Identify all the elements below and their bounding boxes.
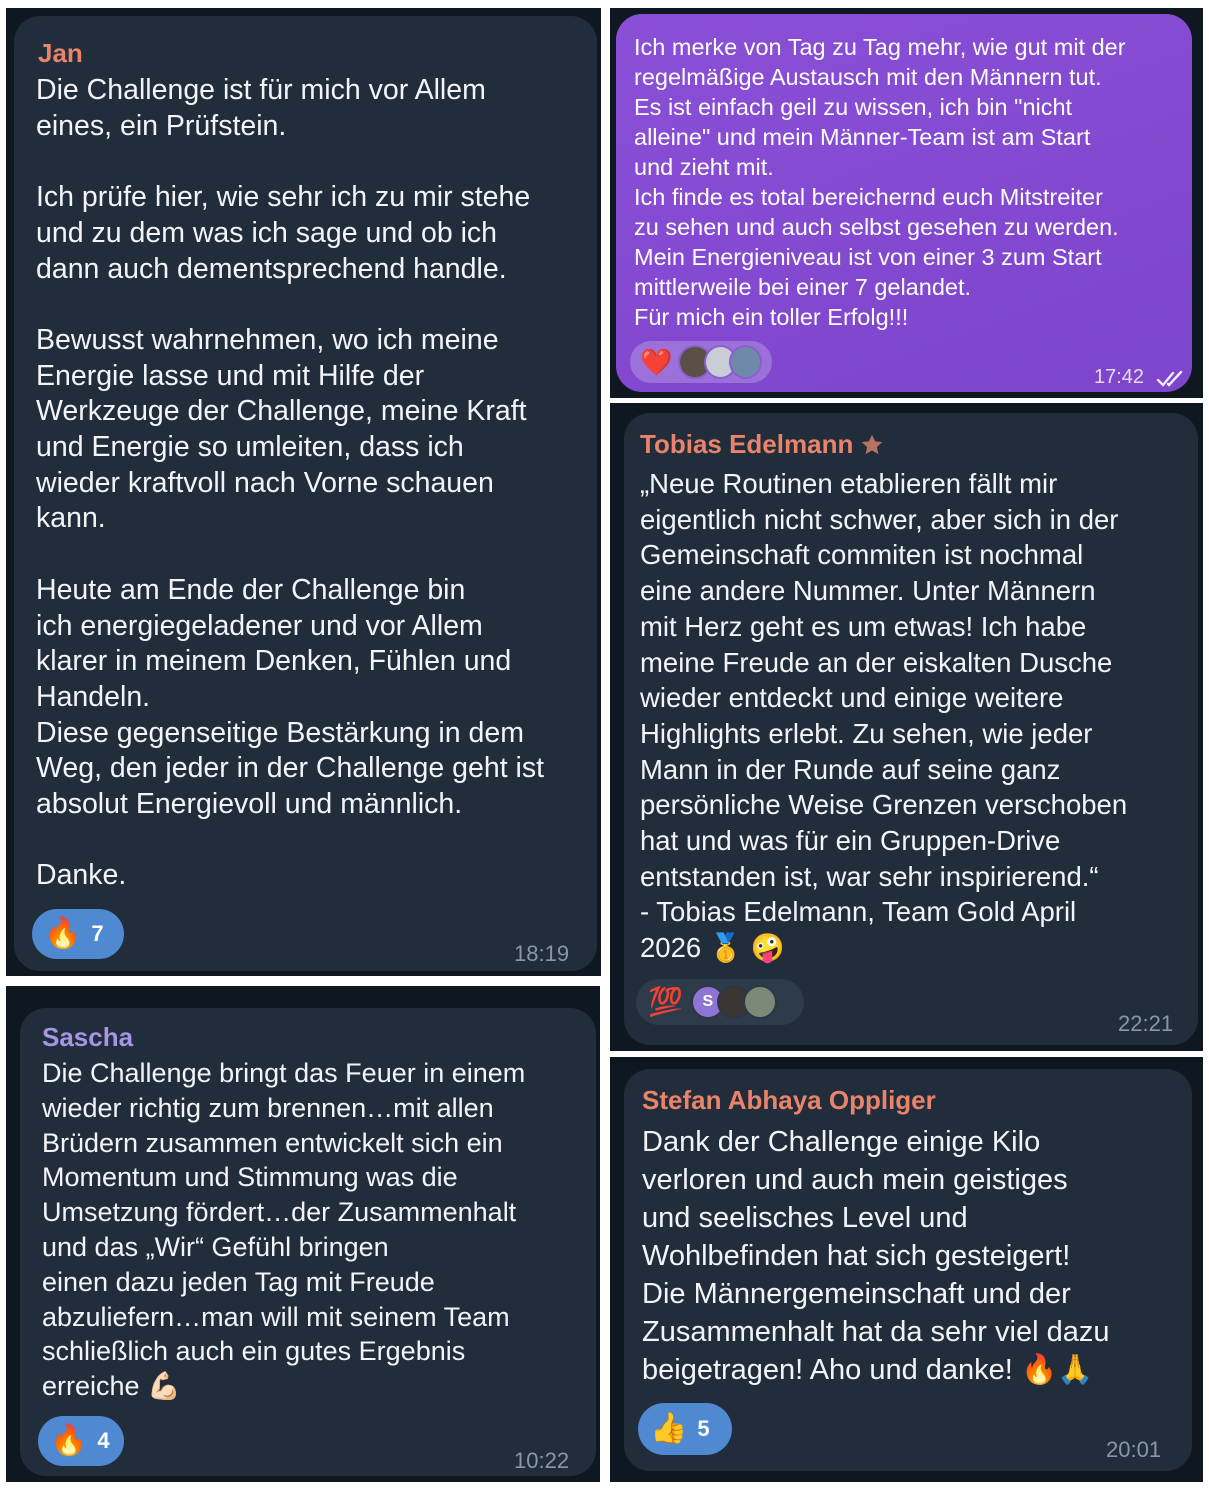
emoji-medal-face: 🥇 🤪 xyxy=(708,932,785,964)
sender-name[interactable]: Tobias Edelmann xyxy=(640,429,854,459)
chat-panel-tobias xyxy=(610,403,1203,1051)
sender-name[interactable]: Jan xyxy=(38,38,83,68)
flexed-biceps-icon: 💪🏻 xyxy=(147,1371,181,1402)
fire-icon: 🔥 xyxy=(50,1424,88,1457)
fire-pray-icon: 🔥🙏 xyxy=(1020,1354,1094,1386)
chat-panel-stefan xyxy=(610,1057,1203,1482)
message-time: 20:01 xyxy=(1106,1437,1162,1462)
message-text: Die Challenge ist für mich vor Allem eines, ein Prüfstein. Ich prüfe hier, wie sehr ich zu mir stehe und zu dem was ich sage und ob ich dann auch dementsprechend handle. Bewusst wahrnehmen, wo ich meine Energie lasse und mit Hilfe der Werkzeuge der Challenge, meine Kraft und Energie so umleiten, dass ich wieder kraftvoll nach Vorne schauen kann. Heute am Ende der Challenge bin ich energiegeladener und vor Allem klarer in meinem Denken, Fühlen und Handeln. Diese gegenseitige Bestärkung in dem Weg, den jeder in der Challenge geht ist absolut Energievoll und männlich. Danke. xyxy=(36,74,545,892)
message-bubble-sascha[interactable] xyxy=(20,1008,596,1476)
message-body: „Neue Routinen etablieren fällt mir eigentlich nicht schwer, aber sich in der Gemeinschaft commiten ist nochmal eine andere Nummer. Unter Männern mit Herz geht es um etwas! Ich habe meine Freude an der eiskalten Dusche wieder entdeckt und einige weitere Highlights erlebt. Zu sehen, wie jeder Mann in der Runde auf seine ganz persönliche Weise Grenzen verschoben hat und was für ein Gruppen-Drive entstanden ist, war sehr inspirierend.“ - Tobias Edelmann, Team Gold April 2026 xyxy=(640,468,1128,964)
reaction-pill[interactable] xyxy=(32,909,124,959)
sender-row xyxy=(640,429,885,460)
message-time: 10:22 xyxy=(514,1448,570,1473)
message-body: Die Challenge bringt das Feuer in einem wieder richtig zum brennen…mit allen Brüdern zusammen entwickelt sich ein Momentum und Stimmung was die Umsetzung fördert…der Zusammenhalt und das „Wir“ Gefühl bringen einen dazu jeden Tag mit Freude abzuliefern…man will mit seinem Team schließlich auch ein gutes Ergebnis erreiche xyxy=(42,1058,526,1402)
message-text xyxy=(42,1056,592,1404)
reaction-pill[interactable] xyxy=(638,1403,732,1455)
reaction-count: 7 xyxy=(91,921,104,946)
message-bubble-jan[interactable] xyxy=(14,16,597,971)
message-bubble-stefan[interactable] xyxy=(624,1069,1192,1471)
reaction-count: 4 xyxy=(97,1428,110,1453)
reaction-pill[interactable] xyxy=(630,341,772,383)
reaction-pill[interactable] xyxy=(38,1416,124,1466)
chat-panel-jan xyxy=(6,8,601,976)
hundred-points-icon: 💯 xyxy=(648,986,683,1017)
message-time: 17:42 xyxy=(1094,366,1145,388)
message-time: 22:21 xyxy=(1118,1011,1174,1036)
chat-panel-sascha xyxy=(6,986,600,1482)
message-time: 18:19 xyxy=(514,941,570,966)
avatar xyxy=(743,985,777,1019)
message-text: Ich merke von Tag zu Tag mehr, wie gut mit der regelmäßige Austausch mit den Männern tut. Es ist einfach geil zu wissen, ich bin "nicht alleine" und mein Männer-Team ist am Start und zieht mit. Ich finde es total bereichernd euch Mitstreiter zu sehen und auch selbst gesehen zu werden. Mein Energieniveau ist von einer 3 zum Start mittlerweile bei einer 7 gelandet. Für mich ein toller Erfolg!!! xyxy=(634,34,1126,330)
thumbs-up-icon: 👍 xyxy=(650,1412,688,1445)
double-check-icon xyxy=(1156,369,1186,389)
heart-icon: ❤️ xyxy=(640,347,673,377)
message-body: Dank der Challenge einige Kilo verloren und auch mein geistiges und seelisches Level und Wohlbefinden hat sich gesteigert! Die Männergemeinschaft und der Zusammenhalt hat da sehr viel dazu beigetragen! Aho und danke! xyxy=(642,1126,1110,1386)
fire-icon: 🔥 xyxy=(44,917,82,950)
avatar xyxy=(729,345,762,379)
star-icon xyxy=(859,432,885,458)
message-bubble-tobias[interactable] xyxy=(624,413,1198,1045)
chat-panel-own xyxy=(610,8,1203,398)
message-text xyxy=(642,1123,1187,1389)
sender-name[interactable]: Stefan Abhaya Oppliger xyxy=(642,1085,936,1115)
reaction-pill[interactable] xyxy=(636,979,804,1025)
reaction-count: 5 xyxy=(697,1416,710,1441)
avatar: S xyxy=(691,985,725,1019)
sender-name[interactable]: Sascha xyxy=(42,1022,134,1052)
message-bubble-own[interactable] xyxy=(616,14,1192,392)
message-text xyxy=(640,466,1190,966)
